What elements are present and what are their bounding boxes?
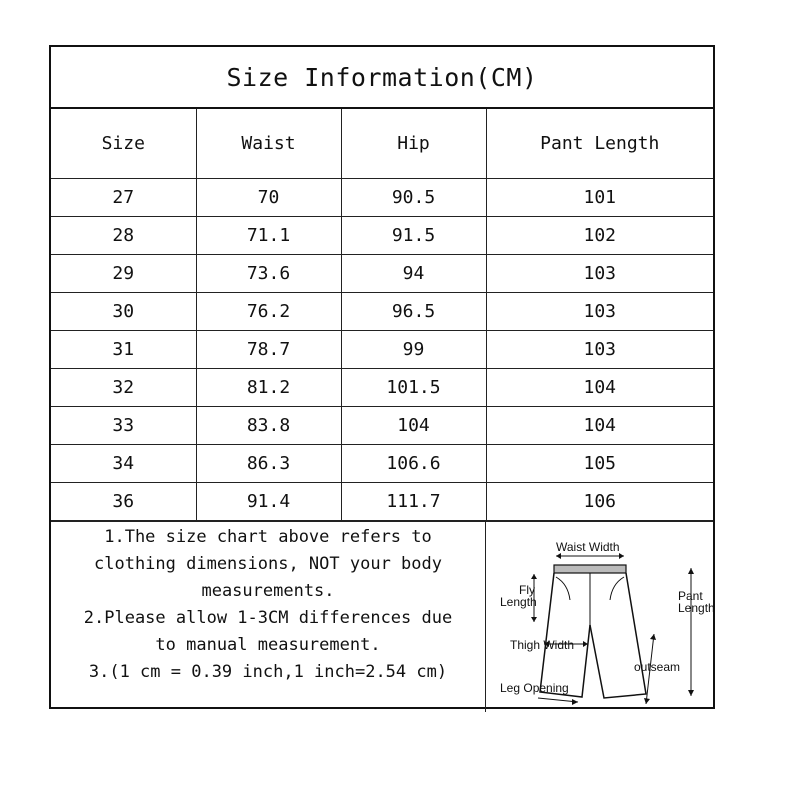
pants-icon xyxy=(486,522,716,712)
cell-hip: 104 xyxy=(341,407,486,445)
cell-size: 36 xyxy=(51,483,196,521)
note-line: measurements. xyxy=(201,581,335,601)
cell-pant-length: 103 xyxy=(486,293,713,331)
cell-size: 27 xyxy=(51,179,196,217)
table-row xyxy=(51,217,713,255)
cell-pant-length: 102 xyxy=(486,217,713,255)
cell-hip: 101.5 xyxy=(341,369,486,407)
cell-size: 34 xyxy=(51,445,196,483)
cell-waist: 70 xyxy=(196,179,341,217)
cell-pant-length: 101 xyxy=(486,179,713,217)
cell-size: 33 xyxy=(51,407,196,445)
table-row xyxy=(51,179,713,217)
fly-length-label-2: Length xyxy=(500,595,537,609)
table-row xyxy=(51,483,713,521)
pant-length-label-2: Length xyxy=(678,601,715,615)
size-table xyxy=(51,109,713,521)
cell-pant-length: 104 xyxy=(486,369,713,407)
cell-size: 28 xyxy=(51,217,196,255)
cell-hip: 96.5 xyxy=(341,293,486,331)
table-row xyxy=(51,255,713,293)
note-line: clothing dimensions, NOT your body xyxy=(94,554,442,574)
column-header-pant-length: Pant Length xyxy=(486,109,713,179)
cell-hip: 99 xyxy=(341,331,486,369)
table-row xyxy=(51,369,713,407)
measurement-diagram xyxy=(486,522,713,712)
cell-pant-length: 106 xyxy=(486,483,713,521)
column-header-waist: Waist xyxy=(196,109,341,179)
cell-pant-length: 103 xyxy=(486,255,713,293)
cell-waist: 71.1 xyxy=(196,217,341,255)
column-header-hip: Hip xyxy=(341,109,486,179)
cell-size: 32 xyxy=(51,369,196,407)
cell-waist: 83.8 xyxy=(196,407,341,445)
thigh-width-label: Thigh Width xyxy=(510,638,575,652)
cell-hip: 91.5 xyxy=(341,217,486,255)
fly-length-label-1: Fly xyxy=(519,583,535,597)
pant-length-label-1: Pant xyxy=(678,589,703,603)
note-line: 3.(1 cm = 0.39 inch,1 inch=2.54 cm) xyxy=(88,662,448,682)
note-line: 1.The size chart above refers to xyxy=(104,527,432,547)
table-row xyxy=(51,293,713,331)
cell-pant-length: 105 xyxy=(486,445,713,483)
cell-hip: 111.7 xyxy=(341,483,486,521)
table-row xyxy=(51,331,713,369)
size-chart xyxy=(49,45,715,709)
info-section xyxy=(51,521,713,712)
notes xyxy=(51,522,486,712)
cell-hip: 94 xyxy=(341,255,486,293)
cell-hip: 90.5 xyxy=(341,179,486,217)
table-row xyxy=(51,445,713,483)
cell-waist: 81.2 xyxy=(196,369,341,407)
cell-waist: 76.2 xyxy=(196,293,341,331)
cell-waist: 78.7 xyxy=(196,331,341,369)
note-line: 2.Please allow 1-3CM differences due xyxy=(83,608,453,628)
cell-size: 30 xyxy=(51,293,196,331)
cell-waist: 86.3 xyxy=(196,445,341,483)
table-row xyxy=(51,407,713,445)
outseam-label: outseam xyxy=(634,660,681,674)
waist-width-label: Waist Width xyxy=(556,540,620,554)
chart-title: Size Information(CM) xyxy=(51,47,713,109)
cell-pant-length: 103 xyxy=(486,331,713,369)
cell-waist: 73.6 xyxy=(196,255,341,293)
cell-size: 31 xyxy=(51,331,196,369)
table-header-row xyxy=(51,109,713,179)
cell-hip: 106.6 xyxy=(341,445,486,483)
cell-pant-length: 104 xyxy=(486,407,713,445)
cell-waist: 91.4 xyxy=(196,483,341,521)
column-header-size: Size xyxy=(51,109,196,179)
note-line: to manual measurement. xyxy=(155,635,381,655)
leg-opening-label: Leg Opening xyxy=(500,681,569,695)
cell-size: 29 xyxy=(51,255,196,293)
